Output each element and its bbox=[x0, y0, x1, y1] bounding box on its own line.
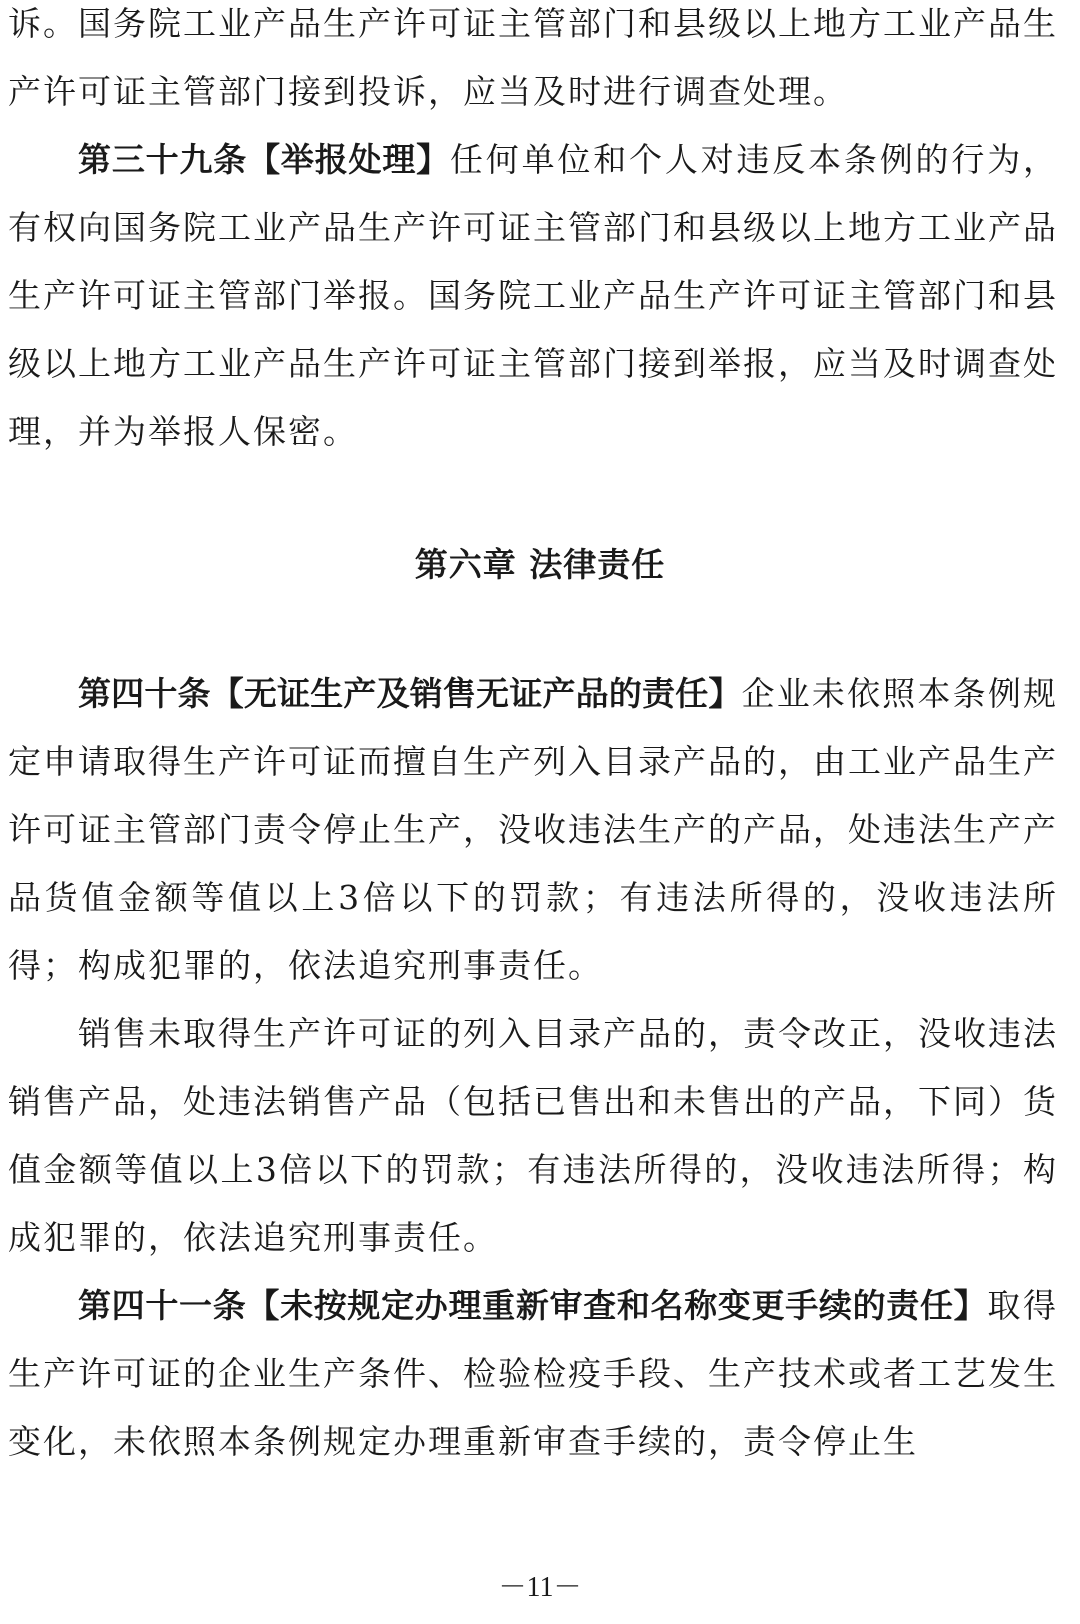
paragraph-text: 诉。国务院工业产品生产许可证主管部门和县级以上地方工业产品生产许可证主管部门接到投诉，应当及时进行调查处理。 bbox=[8, 4, 1058, 111]
article-40-label: 第四十条【无证生产及销售无证产品的责任】 bbox=[78, 674, 742, 713]
article-41-body: 取得生产许可证的企业生产条件、检验检疫手段、生产技术或者工艺发生变化，未依照本条例规定办理重新审查手续的，责令停止生 bbox=[8, 1286, 1059, 1461]
page-number: －11－ bbox=[498, 1572, 582, 1603]
text-section-bottom bbox=[8, 660, 1058, 1476]
article-41 bbox=[8, 1272, 1058, 1476]
article-40 bbox=[8, 660, 1058, 1000]
chapter-title: 第六章 法律责任 bbox=[414, 545, 666, 584]
paragraph-text: 销售未取得生产许可证的列入目录产品的，责令改正，没收违法销售产品，处违法销售产品（包括已售出和未售出的产品，下同）货值金额等值以上3倍以下的罚款；有违法所得的，没收违法所得；构成犯罪的，依法追究刑事责任。 bbox=[8, 1014, 1058, 1257]
article-41-label: 第四十一条【未按规定办理重新审查和名称变更手续的责任】 bbox=[78, 1286, 988, 1325]
article-40-body: 企业未依照本条例规定申请取得生产许可证而擅自生产列入目录产品的，由工业产品生产许可证主管部门责令停止生产，没收违法生产的产品，处违法生产产品货值金额等值以上3倍以下的罚款；有违法所得的，没收违法所得；构成犯罪的，依法追究刑事责任。 bbox=[8, 674, 1059, 985]
article-39-label: 第三十九条【举报处理】 bbox=[78, 140, 450, 179]
text-section-top bbox=[8, 0, 1058, 466]
paragraph-continuation bbox=[8, 0, 1058, 126]
article-40-paragraph-2 bbox=[8, 1000, 1058, 1272]
article-39-body: 任何单位和个人对违反本条例的行为，有权向国务院工业产品生产许可证主管部门和县级以上地方工业产品生产许可证主管部门举报。国务院工业产品生产许可证主管部门和县级以上地方工业产品生产许可证主管部门接到举报，应当及时调查处理，并为举报人保密。 bbox=[8, 140, 1059, 451]
article-39 bbox=[8, 126, 1058, 466]
